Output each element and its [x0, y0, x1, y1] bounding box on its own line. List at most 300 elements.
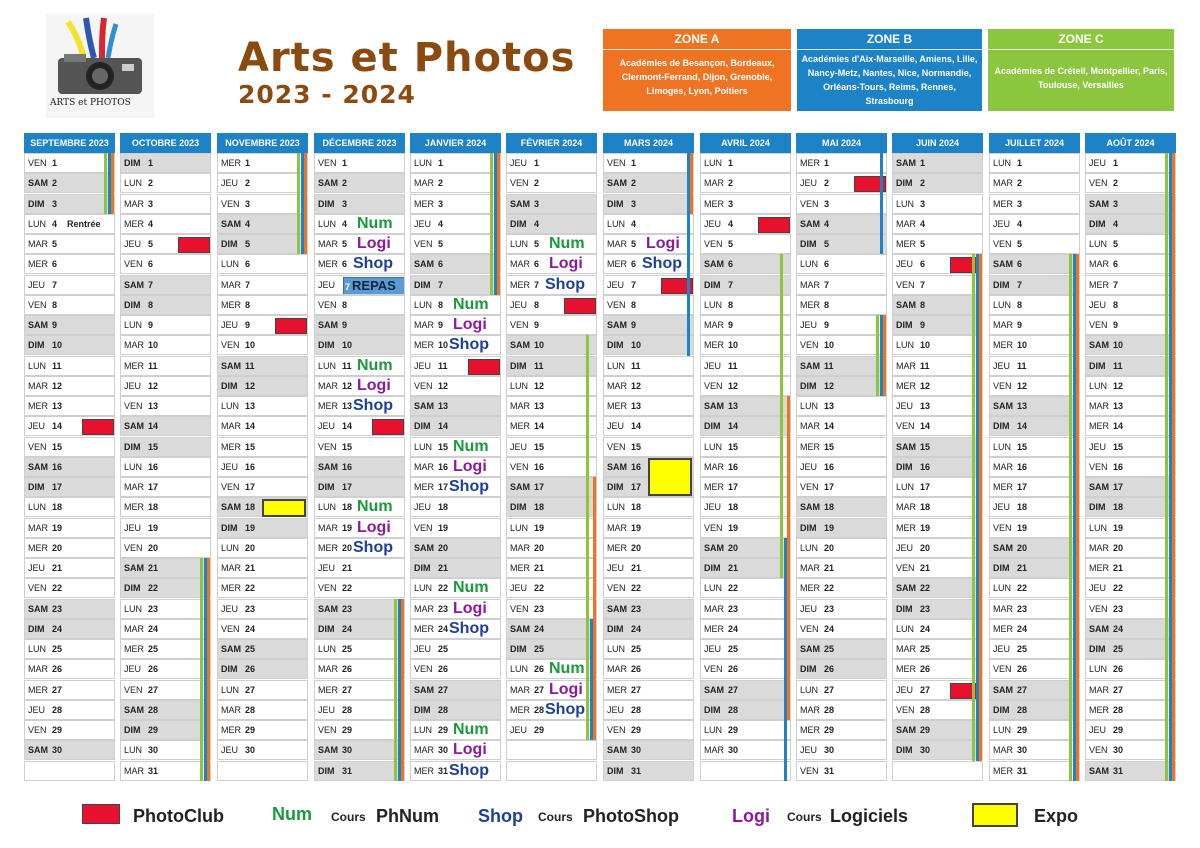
day-cell[interactable] — [506, 558, 597, 578]
day-cell[interactable] — [120, 214, 211, 234]
day-cell[interactable] — [892, 234, 983, 254]
day-cell[interactable] — [796, 720, 887, 740]
day-cell[interactable] — [700, 437, 791, 457]
day-cell[interactable] — [506, 659, 597, 679]
day-cell[interactable] — [217, 740, 308, 760]
day-cell[interactable] — [892, 538, 983, 558]
day-cell[interactable] — [24, 497, 115, 517]
day-cell[interactable] — [120, 477, 211, 497]
day-cell[interactable] — [217, 214, 308, 234]
day-cell[interactable] — [24, 740, 115, 760]
day-cell[interactable] — [24, 578, 115, 598]
day-cell[interactable] — [892, 275, 983, 295]
day-cell[interactable] — [506, 477, 597, 497]
day-cell[interactable] — [506, 295, 597, 315]
day-cell[interactable] — [120, 315, 211, 335]
day-cell[interactable] — [506, 396, 597, 416]
day-cell[interactable] — [989, 538, 1080, 558]
day-cell[interactable] — [217, 659, 308, 679]
day-cell[interactable] — [892, 639, 983, 659]
day-cell[interactable] — [506, 275, 597, 295]
day-cell[interactable] — [506, 497, 597, 517]
day-cell[interactable] — [410, 497, 501, 517]
day-cell[interactable] — [796, 275, 887, 295]
day-cell[interactable] — [1085, 477, 1176, 497]
day-cell[interactable] — [1085, 639, 1176, 659]
day-cell[interactable] — [314, 396, 405, 416]
day-cell[interactable] — [1085, 518, 1176, 538]
day-cell[interactable] — [700, 376, 791, 396]
day-cell[interactable] — [217, 356, 308, 376]
day-cell[interactable] — [314, 518, 405, 538]
day-cell[interactable] — [892, 558, 983, 578]
day-cell[interactable] — [314, 173, 405, 193]
day-cell[interactable] — [314, 356, 405, 376]
day-cell[interactable] — [120, 295, 211, 315]
day-cell[interactable] — [24, 295, 115, 315]
day-cell[interactable] — [700, 477, 791, 497]
day-cell[interactable] — [120, 173, 211, 193]
day-cell[interactable] — [796, 457, 887, 477]
day-cell[interactable] — [989, 153, 1080, 173]
day-cell[interactable] — [506, 619, 597, 639]
day-cell[interactable] — [506, 639, 597, 659]
day-cell[interactable] — [217, 578, 308, 598]
day-cell[interactable] — [892, 214, 983, 234]
day-cell[interactable] — [24, 659, 115, 679]
day-cell[interactable] — [506, 315, 597, 335]
day-cell[interactable] — [314, 437, 405, 457]
day-cell[interactable] — [796, 173, 887, 193]
day-cell[interactable] — [700, 194, 791, 214]
day-cell[interactable] — [796, 356, 887, 376]
day-cell[interactable] — [120, 619, 211, 639]
day-cell[interactable] — [120, 659, 211, 679]
day-cell[interactable] — [120, 416, 211, 436]
day-cell[interactable] — [796, 700, 887, 720]
day-cell[interactable] — [120, 740, 211, 760]
day-cell[interactable] — [410, 720, 501, 740]
day-cell[interactable] — [24, 194, 115, 214]
day-cell[interactable] — [989, 437, 1080, 457]
day-cell[interactable] — [410, 254, 501, 274]
day-cell[interactable] — [217, 194, 308, 214]
day-cell[interactable] — [24, 275, 115, 295]
day-cell[interactable] — [603, 275, 694, 295]
day-cell[interactable] — [24, 599, 115, 619]
day-cell[interactable] — [989, 497, 1080, 517]
day-cell[interactable] — [314, 659, 405, 679]
day-cell[interactable] — [410, 153, 501, 173]
day-cell[interactable] — [410, 437, 501, 457]
day-cell[interactable] — [989, 518, 1080, 538]
day-cell[interactable] — [700, 740, 791, 760]
day-cell[interactable] — [700, 700, 791, 720]
day-cell[interactable] — [989, 254, 1080, 274]
day-cell[interactable] — [506, 538, 597, 558]
day-cell[interactable] — [700, 518, 791, 538]
day-cell[interactable] — [314, 761, 405, 781]
day-cell[interactable] — [989, 659, 1080, 679]
day-cell[interactable] — [989, 578, 1080, 598]
day-cell[interactable] — [603, 578, 694, 598]
day-cell[interactable] — [603, 720, 694, 740]
day-cell[interactable] — [989, 680, 1080, 700]
day-cell[interactable] — [603, 761, 694, 781]
day-cell[interactable] — [700, 578, 791, 598]
day-cell[interactable] — [410, 416, 501, 436]
day-cell[interactable] — [989, 194, 1080, 214]
day-cell[interactable] — [700, 214, 791, 234]
day-cell[interactable] — [1085, 720, 1176, 740]
day-cell[interactable] — [796, 619, 887, 639]
day-cell[interactable] — [314, 740, 405, 760]
day-cell[interactable] — [314, 700, 405, 720]
day-cell[interactable] — [892, 315, 983, 335]
day-cell[interactable] — [796, 295, 887, 315]
day-cell[interactable] — [120, 457, 211, 477]
day-cell[interactable] — [1085, 619, 1176, 639]
day-cell[interactable] — [796, 335, 887, 355]
day-cell[interactable] — [603, 315, 694, 335]
day-cell[interactable] — [989, 234, 1080, 254]
day-cell[interactable] — [1085, 761, 1176, 781]
day-cell[interactable] — [120, 599, 211, 619]
day-cell[interactable] — [506, 457, 597, 477]
day-cell[interactable] — [410, 639, 501, 659]
day-cell[interactable] — [603, 295, 694, 315]
day-cell[interactable] — [603, 518, 694, 538]
day-cell[interactable] — [1085, 194, 1176, 214]
day-cell[interactable] — [120, 538, 211, 558]
day-cell[interactable] — [1085, 740, 1176, 760]
day-cell[interactable] — [410, 335, 501, 355]
day-cell[interactable] — [989, 477, 1080, 497]
day-cell[interactable] — [506, 234, 597, 254]
day-cell[interactable] — [314, 194, 405, 214]
day-cell[interactable] — [24, 396, 115, 416]
day-cell[interactable] — [989, 639, 1080, 659]
day-cell[interactable] — [120, 396, 211, 416]
day-cell[interactable] — [700, 254, 791, 274]
day-cell[interactable] — [603, 558, 694, 578]
day-cell[interactable] — [1085, 680, 1176, 700]
day-cell[interactable] — [314, 335, 405, 355]
day-cell[interactable] — [1085, 457, 1176, 477]
day-cell[interactable] — [120, 761, 211, 781]
day-cell[interactable] — [603, 153, 694, 173]
day-cell[interactable] — [410, 457, 501, 477]
day-cell[interactable] — [989, 700, 1080, 720]
day-cell[interactable] — [410, 558, 501, 578]
day-cell[interactable] — [24, 254, 115, 274]
day-cell[interactable] — [796, 497, 887, 517]
day-cell[interactable] — [796, 680, 887, 700]
day-cell[interactable] — [1085, 275, 1176, 295]
day-cell[interactable] — [217, 720, 308, 740]
day-cell[interactable] — [603, 740, 694, 760]
day-cell[interactable] — [410, 619, 501, 639]
day-cell[interactable] — [217, 619, 308, 639]
day-cell[interactable] — [314, 153, 405, 173]
day-cell[interactable] — [314, 477, 405, 497]
day-cell[interactable] — [506, 416, 597, 436]
day-cell[interactable] — [892, 335, 983, 355]
day-cell[interactable] — [120, 639, 211, 659]
day-cell[interactable] — [120, 437, 211, 457]
day-cell[interactable] — [217, 335, 308, 355]
day-cell[interactable] — [120, 518, 211, 538]
day-cell[interactable] — [120, 335, 211, 355]
day-cell[interactable] — [700, 599, 791, 619]
day-cell[interactable] — [217, 457, 308, 477]
day-cell[interactable] — [24, 376, 115, 396]
day-cell[interactable] — [506, 518, 597, 538]
day-cell[interactable] — [24, 437, 115, 457]
day-cell[interactable] — [796, 376, 887, 396]
day-cell[interactable] — [892, 700, 983, 720]
day-cell[interactable] — [989, 356, 1080, 376]
day-cell[interactable] — [796, 538, 887, 558]
day-cell[interactable] — [892, 153, 983, 173]
day-cell[interactable] — [506, 356, 597, 376]
day-cell[interactable] — [603, 254, 694, 274]
day-cell[interactable] — [700, 396, 791, 416]
day-cell[interactable] — [796, 518, 887, 538]
day-cell[interactable] — [796, 761, 887, 781]
day-cell[interactable] — [314, 214, 405, 234]
day-cell[interactable] — [506, 720, 597, 740]
day-cell[interactable] — [217, 396, 308, 416]
day-cell[interactable] — [1085, 376, 1176, 396]
day-cell[interactable] — [506, 700, 597, 720]
day-cell[interactable] — [217, 437, 308, 457]
day-cell[interactable] — [892, 578, 983, 598]
day-cell[interactable] — [700, 356, 791, 376]
day-cell[interactable] — [120, 720, 211, 740]
day-cell[interactable] — [989, 457, 1080, 477]
day-cell[interactable] — [120, 700, 211, 720]
day-cell[interactable] — [314, 680, 405, 700]
day-cell[interactable] — [1085, 295, 1176, 315]
day-cell[interactable] — [120, 153, 211, 173]
day-cell[interactable] — [24, 214, 115, 234]
day-cell[interactable] — [217, 700, 308, 720]
day-cell[interactable] — [700, 619, 791, 639]
day-cell[interactable] — [603, 356, 694, 376]
day-cell[interactable] — [506, 153, 597, 173]
day-cell[interactable] — [1085, 153, 1176, 173]
day-cell[interactable] — [506, 376, 597, 396]
day-cell[interactable] — [410, 538, 501, 558]
day-cell[interactable] — [603, 214, 694, 234]
day-cell[interactable] — [217, 173, 308, 193]
day-cell[interactable] — [796, 639, 887, 659]
day-cell[interactable] — [700, 680, 791, 700]
day-cell[interactable] — [892, 740, 983, 760]
day-cell[interactable] — [314, 639, 405, 659]
day-cell[interactable] — [410, 194, 501, 214]
day-cell[interactable] — [700, 295, 791, 315]
day-cell[interactable] — [410, 173, 501, 193]
day-cell[interactable] — [314, 416, 405, 436]
day-cell[interactable] — [217, 275, 308, 295]
day-cell[interactable] — [1085, 234, 1176, 254]
day-cell[interactable] — [989, 275, 1080, 295]
day-cell[interactable] — [1085, 335, 1176, 355]
day-cell[interactable] — [506, 194, 597, 214]
day-cell[interactable] — [603, 659, 694, 679]
day-cell[interactable] — [892, 437, 983, 457]
day-cell[interactable] — [892, 477, 983, 497]
day-cell[interactable] — [700, 497, 791, 517]
day-cell[interactable] — [217, 416, 308, 436]
day-cell[interactable] — [796, 315, 887, 335]
day-cell[interactable] — [989, 761, 1080, 781]
day-cell[interactable] — [1085, 396, 1176, 416]
day-cell[interactable] — [700, 234, 791, 254]
day-cell[interactable] — [603, 538, 694, 558]
day-cell[interactable] — [700, 315, 791, 335]
day-cell[interactable] — [796, 234, 887, 254]
day-cell[interactable] — [603, 416, 694, 436]
day-cell[interactable] — [24, 720, 115, 740]
day-cell[interactable] — [217, 254, 308, 274]
day-cell[interactable] — [410, 599, 501, 619]
day-cell[interactable] — [24, 538, 115, 558]
day-cell[interactable] — [989, 173, 1080, 193]
day-cell[interactable] — [603, 497, 694, 517]
day-cell[interactable] — [892, 356, 983, 376]
day-cell[interactable] — [603, 639, 694, 659]
day-cell[interactable] — [24, 700, 115, 720]
day-cell[interactable] — [506, 680, 597, 700]
day-cell[interactable] — [314, 538, 405, 558]
day-cell[interactable] — [410, 295, 501, 315]
day-cell[interactable] — [24, 153, 115, 173]
day-cell[interactable] — [892, 497, 983, 517]
day-cell[interactable] — [120, 680, 211, 700]
day-cell[interactable] — [989, 335, 1080, 355]
day-cell[interactable] — [24, 619, 115, 639]
day-cell[interactable] — [700, 639, 791, 659]
day-cell[interactable] — [410, 700, 501, 720]
day-cell[interactable] — [892, 619, 983, 639]
day-cell[interactable] — [796, 214, 887, 234]
day-cell[interactable] — [24, 558, 115, 578]
day-cell[interactable] — [892, 173, 983, 193]
day-cell[interactable] — [1085, 659, 1176, 679]
day-cell[interactable] — [217, 153, 308, 173]
day-cell[interactable] — [24, 356, 115, 376]
day-cell[interactable] — [410, 477, 501, 497]
day-cell[interactable] — [120, 234, 211, 254]
day-cell[interactable] — [989, 740, 1080, 760]
day-cell[interactable] — [796, 254, 887, 274]
day-cell[interactable] — [892, 599, 983, 619]
day-cell[interactable] — [989, 720, 1080, 740]
day-cell[interactable] — [410, 234, 501, 254]
day-cell[interactable] — [700, 538, 791, 558]
day-cell[interactable] — [410, 680, 501, 700]
day-cell[interactable] — [700, 457, 791, 477]
day-cell[interactable] — [989, 295, 1080, 315]
day-cell[interactable] — [989, 416, 1080, 436]
day-cell[interactable] — [1085, 578, 1176, 598]
day-cell[interactable] — [120, 578, 211, 598]
day-cell[interactable] — [700, 153, 791, 173]
day-cell[interactable] — [506, 335, 597, 355]
day-cell[interactable] — [217, 295, 308, 315]
day-cell[interactable] — [603, 234, 694, 254]
day-cell[interactable] — [989, 376, 1080, 396]
day-cell[interactable] — [24, 639, 115, 659]
day-cell[interactable] — [989, 214, 1080, 234]
day-cell[interactable] — [217, 599, 308, 619]
day-cell[interactable] — [989, 599, 1080, 619]
day-cell[interactable] — [410, 396, 501, 416]
day-cell[interactable] — [410, 740, 501, 760]
day-cell[interactable] — [217, 315, 308, 335]
day-cell[interactable] — [314, 578, 405, 598]
day-cell[interactable] — [314, 720, 405, 740]
day-cell[interactable] — [24, 315, 115, 335]
day-cell[interactable] — [603, 437, 694, 457]
day-cell[interactable] — [314, 376, 405, 396]
day-cell[interactable] — [24, 173, 115, 193]
day-cell[interactable] — [24, 416, 115, 436]
day-cell[interactable] — [506, 214, 597, 234]
day-cell[interactable] — [1085, 437, 1176, 457]
day-cell[interactable] — [892, 254, 983, 274]
day-cell[interactable] — [217, 234, 308, 254]
day-cell[interactable] — [410, 761, 501, 781]
day-cell[interactable] — [217, 680, 308, 700]
day-cell[interactable] — [217, 376, 308, 396]
day-cell[interactable] — [796, 659, 887, 679]
day-cell[interactable] — [892, 680, 983, 700]
day-cell[interactable] — [603, 194, 694, 214]
day-cell[interactable] — [796, 599, 887, 619]
day-cell[interactable] — [410, 659, 501, 679]
day-cell[interactable] — [603, 335, 694, 355]
day-cell[interactable] — [989, 396, 1080, 416]
day-cell[interactable] — [603, 619, 694, 639]
day-cell[interactable] — [314, 457, 405, 477]
day-cell[interactable] — [217, 538, 308, 558]
day-cell[interactable] — [700, 335, 791, 355]
day-cell[interactable] — [603, 376, 694, 396]
day-cell[interactable] — [989, 315, 1080, 335]
day-cell[interactable] — [796, 477, 887, 497]
day-cell[interactable] — [410, 376, 501, 396]
day-cell[interactable] — [410, 518, 501, 538]
day-cell[interactable] — [603, 680, 694, 700]
day-cell[interactable] — [892, 720, 983, 740]
day-cell[interactable] — [1085, 315, 1176, 335]
day-cell[interactable] — [24, 234, 115, 254]
day-cell[interactable] — [314, 497, 405, 517]
day-cell[interactable] — [506, 254, 597, 274]
day-cell[interactable] — [314, 558, 405, 578]
day-cell[interactable] — [796, 578, 887, 598]
day-cell[interactable] — [892, 416, 983, 436]
day-cell[interactable] — [1085, 538, 1176, 558]
day-cell[interactable] — [892, 457, 983, 477]
day-cell[interactable] — [892, 659, 983, 679]
day-cell[interactable] — [1085, 173, 1176, 193]
day-cell[interactable] — [314, 275, 405, 295]
